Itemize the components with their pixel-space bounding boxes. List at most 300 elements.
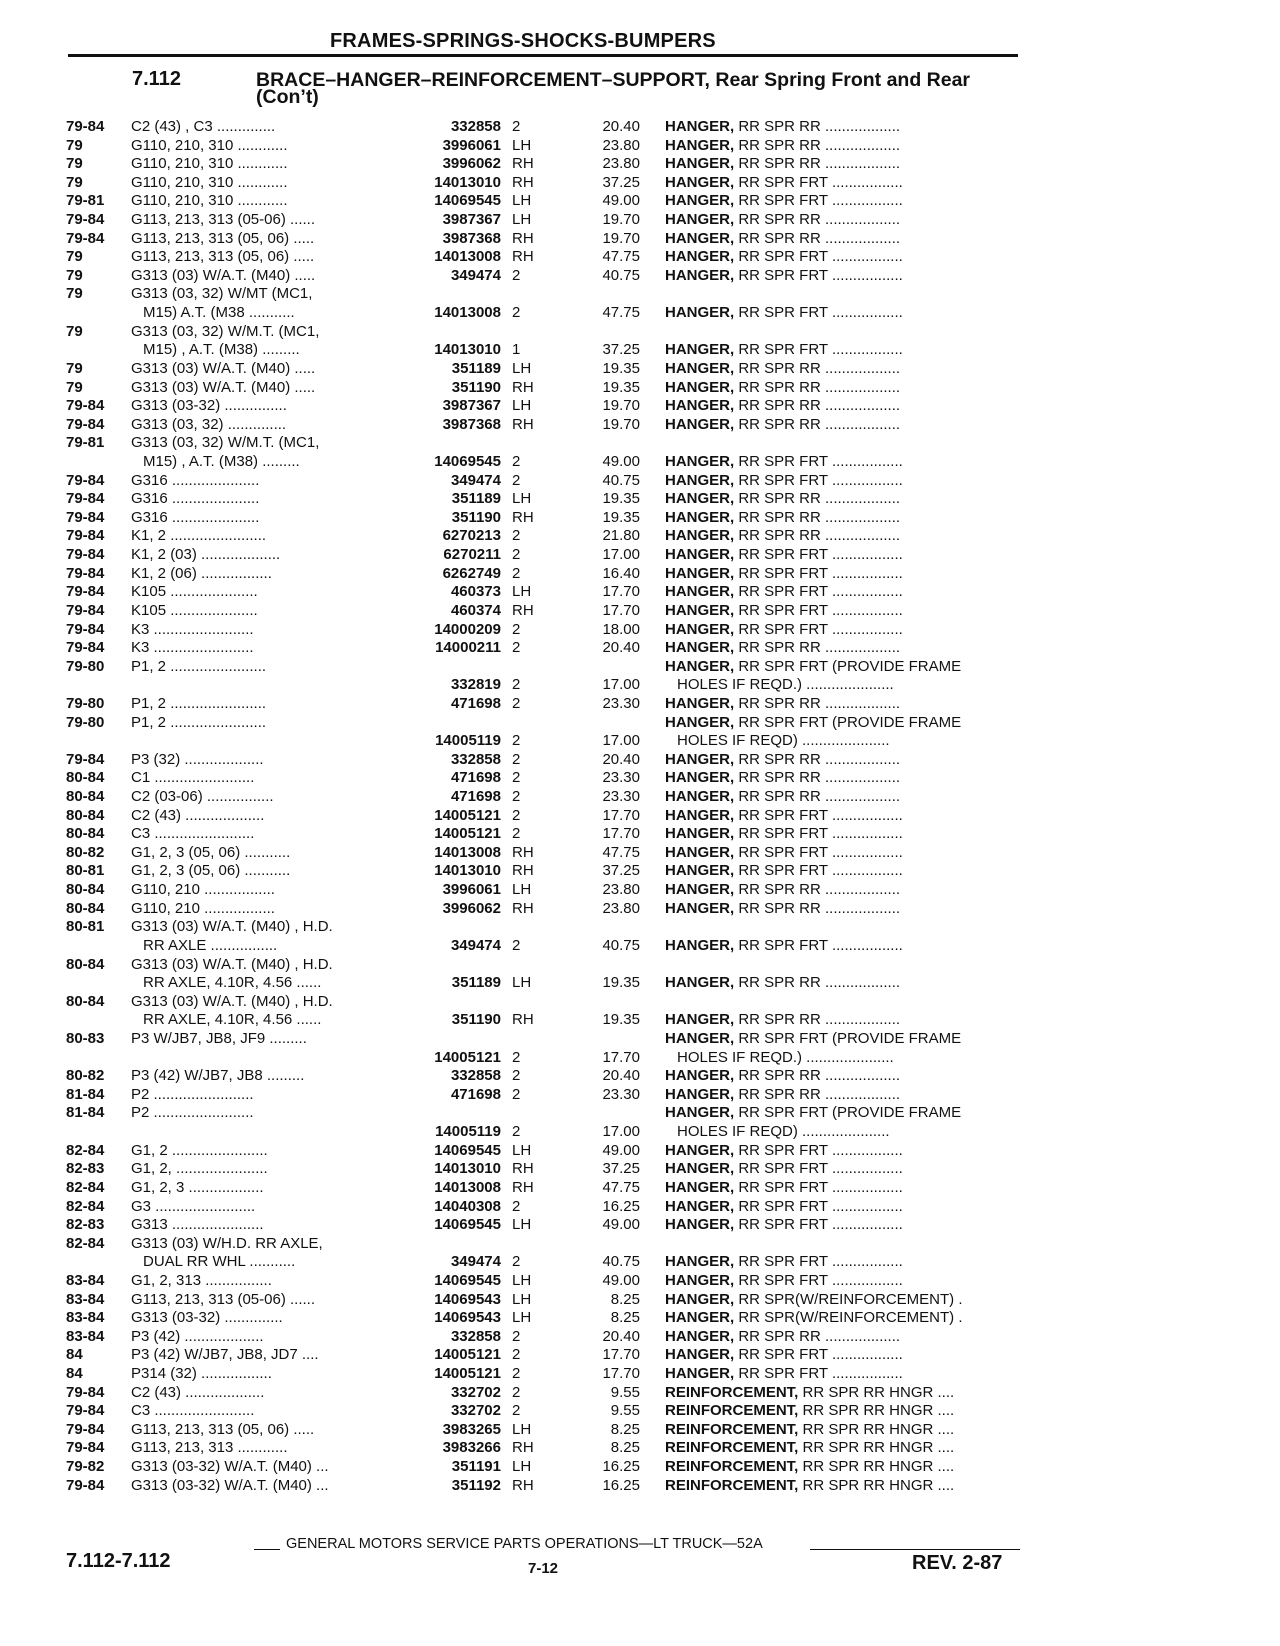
table-row	[0, 397, 1280, 416]
application-line-1: G313 (03, 32) ..............	[131, 415, 287, 433]
quantity: 2	[512, 1365, 521, 1382]
price: 8.25	[610, 1309, 640, 1327]
description	[665, 360, 1025, 379]
application	[131, 1402, 399, 1421]
price: 16.25	[602, 1197, 640, 1215]
quantity: 2	[512, 1402, 521, 1420]
description	[665, 658, 1025, 695]
description-keyword: HANGER,	[665, 1178, 735, 1196]
part-number: 3996061	[442, 136, 501, 154]
part-number: 14069543	[434, 1309, 501, 1327]
price: 9.55	[610, 1383, 640, 1401]
price: 23.30	[602, 1085, 640, 1103]
model-years: 80-84	[66, 788, 105, 806]
page-header-title: FRAMES-SPRINGS-SHOCKS-BUMPERS	[330, 30, 716, 52]
model-years: 83-84	[66, 1290, 105, 1308]
price: 19.35	[602, 490, 640, 508]
quantity: RH	[512, 173, 534, 191]
part-number: 14013008	[434, 1178, 501, 1196]
description	[665, 621, 1025, 640]
price: 19.35	[602, 359, 640, 377]
description	[665, 788, 1025, 807]
description-keyword: HANGER,	[665, 397, 735, 415]
application-line-1: P3 (42) W/JB7, JB8 .........	[131, 1067, 305, 1085]
application	[131, 695, 399, 714]
description-text: RR SPR RR HNGR ....	[798, 1458, 955, 1476]
table-row	[0, 527, 1280, 546]
application-line-1: G313 (03) W/A.T. (M40) , H.D.	[131, 992, 333, 1010]
price: 19.35	[602, 974, 640, 992]
part-number: 3987367	[442, 211, 501, 229]
description	[665, 1402, 1025, 1421]
application	[131, 155, 399, 174]
description	[665, 1179, 1025, 1198]
part-number: 471698	[450, 1085, 501, 1103]
price: 17.00	[602, 732, 640, 750]
part-number: 6262749	[442, 564, 501, 582]
price: 19.70	[602, 415, 640, 433]
quantity: 2	[512, 546, 521, 564]
application	[131, 472, 399, 491]
application-line-1: G110, 210, 310 ............	[131, 173, 288, 191]
application	[131, 1272, 399, 1291]
part-number: 14013008	[434, 248, 501, 266]
application	[131, 658, 399, 677]
quantity: LH	[512, 490, 532, 508]
description-text: RR SPR RR ..................	[734, 769, 901, 787]
description	[665, 1309, 1025, 1328]
quantity: 2	[512, 1067, 521, 1085]
model-years: 79-84	[66, 527, 105, 545]
description	[665, 1272, 1025, 1291]
application-line-1: P1, 2 .......................	[131, 657, 267, 675]
description-line-2: HOLES IF REQD) .....................	[677, 732, 890, 750]
model-years: 80-81	[66, 862, 105, 880]
quantity: LH	[512, 1141, 532, 1159]
application-line-1: C3 ........................	[131, 1402, 255, 1420]
application	[131, 1198, 399, 1217]
model-years: 79	[66, 285, 83, 303]
description-keyword: HANGER,	[665, 1253, 735, 1271]
application-line-1: G113, 213, 313 ............	[131, 1439, 288, 1457]
application-line-1: C1 ........................	[131, 769, 255, 787]
table-row	[0, 1439, 1280, 1458]
table-row	[0, 621, 1280, 640]
quantity: LH	[512, 1216, 532, 1234]
model-years: 79-84	[66, 620, 105, 638]
part-number: 6270211	[443, 546, 501, 564]
model-years: 79-84	[66, 229, 105, 247]
description-text: RR SPR FRT .................	[734, 1253, 903, 1271]
price: 21.80	[602, 527, 640, 545]
application	[131, 1086, 399, 1105]
description	[665, 881, 1025, 900]
application-line-1: G313 (03) W/H.D. RR AXLE,	[131, 1234, 323, 1252]
table-row	[0, 658, 1280, 695]
model-years: 83-84	[66, 1271, 105, 1289]
section-number: 7.112	[132, 68, 181, 90]
price: 49.00	[602, 1216, 640, 1234]
model-years: 79	[66, 155, 83, 173]
description	[665, 1067, 1025, 1086]
quantity: RH	[512, 248, 534, 266]
quantity: LH	[512, 1420, 532, 1438]
description	[665, 844, 1025, 863]
price: 23.30	[602, 788, 640, 806]
description-keyword: HANGER,	[665, 490, 735, 508]
part-number: 14013010	[434, 1160, 501, 1178]
application	[131, 285, 399, 322]
description-keyword: HANGER,	[665, 229, 735, 247]
application-line-1: K105 .....................	[131, 601, 258, 619]
description-keyword: HANGER,	[665, 1365, 735, 1382]
price: 17.70	[602, 1365, 640, 1382]
model-years: 80-84	[66, 992, 105, 1010]
table-row	[0, 155, 1280, 174]
part-number: 14069543	[434, 1290, 501, 1308]
price: 47.75	[602, 248, 640, 266]
description-text: RR SPR(W/REINFORCEMENT) .	[734, 1309, 963, 1327]
table-row	[0, 1179, 1280, 1198]
quantity: RH	[512, 862, 534, 880]
application	[131, 639, 399, 658]
application-line-1: G313 (03-32) W/A.T. (M40) ...	[131, 1476, 329, 1494]
price: 49.00	[602, 453, 640, 470]
table-row	[0, 472, 1280, 491]
quantity: 2	[512, 1048, 521, 1066]
description-text: RR SPR FRT .................	[734, 936, 903, 954]
part-number: 3983265	[442, 1420, 501, 1438]
quantity: RH	[512, 1011, 534, 1029]
part-number: 14000209	[434, 620, 501, 638]
table-row	[0, 490, 1280, 509]
quantity: 2	[512, 304, 521, 322]
quantity: 2	[512, 453, 521, 470]
part-number: 351190	[451, 378, 501, 396]
description	[665, 1216, 1025, 1235]
description-text: RR SPR RR ..................	[734, 229, 901, 247]
part-number: 14013008	[434, 304, 501, 322]
model-years: 82-84	[66, 1141, 105, 1159]
application-line-1: G1, 2 .......................	[131, 1141, 268, 1159]
description-text: RR SPR RR ..................	[734, 750, 901, 768]
description-text: RR SPR RR ..................	[734, 974, 901, 992]
description-keyword: HANGER,	[665, 1141, 735, 1159]
part-number: 14013010	[434, 862, 501, 880]
description	[665, 1421, 1025, 1440]
description	[665, 1365, 1025, 1384]
table-row	[0, 695, 1280, 714]
application-line-2: RR AXLE, 4.10R, 4.56 ......	[143, 1011, 322, 1029]
price: 20.40	[602, 1327, 640, 1345]
application	[131, 509, 399, 528]
footer-page-number: 7-12	[528, 1560, 559, 1577]
price: 20.40	[602, 750, 640, 768]
application	[131, 1291, 399, 1310]
quantity: LH	[512, 1458, 532, 1476]
price: 40.75	[602, 266, 640, 284]
model-years: 82-83	[66, 1160, 105, 1178]
description-keyword: HANGER,	[665, 527, 735, 545]
application-line-1: G113, 213, 313 (05-06) ......	[131, 211, 315, 229]
price: 40.75	[602, 471, 640, 489]
model-years: 80-84	[66, 769, 105, 787]
model-years: 79-84	[66, 415, 105, 433]
application-line-1: G313 (03, 32) W/MT (MC1,	[131, 285, 313, 303]
description-keyword: HANGER,	[665, 359, 735, 377]
part-number: 14005119	[435, 732, 501, 750]
description-text: RR SPR RR ..................	[734, 155, 901, 173]
table-row	[0, 1421, 1280, 1440]
description	[665, 472, 1025, 491]
description-keyword: HANGER,	[665, 936, 735, 954]
model-years: 79-81	[66, 434, 105, 452]
model-years: 84	[66, 1346, 83, 1364]
application-line-1: K1, 2 (06) .................	[131, 564, 272, 582]
description-text: RR SPR RR HNGR ....	[798, 1476, 955, 1494]
model-years: 79-84	[66, 1383, 105, 1401]
table-row	[0, 1402, 1280, 1421]
application	[131, 174, 399, 193]
quantity: 2	[512, 750, 521, 768]
part-number: 14069545	[434, 192, 501, 210]
model-years: 82-84	[66, 1234, 105, 1252]
application	[131, 546, 399, 565]
description-text: RR SPR FRT .................	[734, 192, 903, 210]
application	[131, 137, 399, 156]
price: 47.75	[602, 1178, 640, 1196]
description-keyword: HANGER,	[665, 118, 735, 135]
application-line-1: G316 .....................	[131, 490, 260, 508]
part-number: 14005121	[434, 806, 501, 824]
description-keyword: HANGER,	[665, 1290, 735, 1308]
quantity: 2	[512, 1253, 521, 1271]
application-line-2: RR AXLE ................	[143, 936, 278, 954]
quantity: LH	[512, 136, 532, 154]
description	[665, 490, 1025, 509]
quantity: RH	[512, 1160, 534, 1178]
description-text: RR SPR FRT .................	[734, 341, 903, 359]
part-number: 332858	[450, 1327, 501, 1345]
application	[131, 211, 399, 230]
description-text: RR SPR RR HNGR ....	[798, 1383, 955, 1401]
quantity: LH	[512, 1290, 532, 1308]
description-keyword: HANGER,	[665, 769, 735, 787]
application-line-2: DUAL RR WHL ...........	[143, 1253, 296, 1271]
application	[131, 1346, 399, 1365]
application-line-1: G113, 213, 313 (05, 06) .....	[131, 1420, 315, 1438]
model-years: 79-84	[66, 1439, 105, 1457]
price: 23.80	[602, 881, 640, 899]
description-keyword: HANGER,	[665, 211, 735, 229]
description	[665, 1160, 1025, 1179]
part-number: 14005121	[434, 1365, 501, 1382]
part-number: 351192	[451, 1476, 501, 1494]
application	[131, 527, 399, 546]
description-text: RR SPR RR ..................	[734, 881, 901, 899]
model-years: 79-81	[66, 192, 105, 210]
model-years: 82-83	[66, 1216, 105, 1234]
price: 17.00	[602, 546, 640, 564]
quantity: 1	[512, 341, 521, 359]
part-number: 349474	[450, 471, 501, 489]
table-row	[0, 1030, 1280, 1067]
description	[665, 397, 1025, 416]
price: 40.75	[602, 1253, 640, 1271]
model-years: 79	[66, 322, 83, 340]
footer-divider-left	[254, 1549, 280, 1550]
description	[665, 304, 1025, 323]
description-text: RR SPR RR ..................	[734, 527, 901, 545]
quantity: 2	[512, 676, 521, 694]
price: 17.70	[602, 1346, 640, 1364]
table-row	[0, 1309, 1280, 1328]
application-line-1: G313 (03-32) ..............	[131, 1309, 283, 1327]
description	[665, 546, 1025, 565]
description-text: RR SPR FRT .................	[734, 173, 903, 191]
description-keyword: HANGER,	[665, 806, 735, 824]
application-line-1: P3 (42) ...................	[131, 1327, 264, 1345]
quantity: LH	[512, 1271, 532, 1289]
description-keyword: HANGER,	[665, 1067, 735, 1085]
price: 17.00	[602, 1123, 640, 1141]
description-text: RR SPR FRT .................	[734, 304, 903, 322]
table-row	[0, 1346, 1280, 1365]
application	[131, 379, 399, 398]
application	[131, 1477, 399, 1496]
price: 23.30	[602, 769, 640, 787]
quantity: 2	[512, 694, 521, 712]
description-keyword: HANGER,	[665, 862, 735, 880]
description	[665, 416, 1025, 435]
model-years: 79-84	[66, 583, 105, 601]
part-number: 3983266	[442, 1439, 501, 1457]
application	[131, 956, 399, 993]
application-line-1: G113, 213, 313 (05, 06) .....	[131, 248, 315, 266]
part-number: 14013010	[434, 341, 501, 359]
price: 17.70	[602, 601, 640, 619]
quantity: 2	[512, 1346, 521, 1364]
table-row	[0, 583, 1280, 602]
application-line-1: G313 (03) W/A.T. (M40) , H.D.	[131, 955, 333, 973]
description	[665, 1142, 1025, 1161]
description-text: RR SPR FRT (PROVIDE FRAME	[734, 1029, 962, 1047]
application-line-1: G313 (03-32) W/A.T. (M40) ...	[131, 1458, 329, 1476]
description-text: RR SPR RR ..................	[734, 1085, 901, 1103]
footer-publisher: GENERAL MOTORS SERVICE PARTS OPERATIONS—LT TRUCK—52A	[286, 1536, 763, 1552]
quantity: 2	[512, 769, 521, 787]
part-number: 14005121	[434, 825, 501, 843]
model-years: 79-84	[66, 490, 105, 508]
application	[131, 788, 399, 807]
model-years: 82-84	[66, 1178, 105, 1196]
application-line-2: M15) A.T. (M38 ...........	[143, 304, 295, 322]
application-line-1: G1, 2, 3 (05, 06) ...........	[131, 862, 291, 880]
table-row	[0, 956, 1280, 993]
application	[131, 1309, 399, 1328]
model-years: 80-84	[66, 825, 105, 843]
application-line-1: C3 ........................	[131, 825, 255, 843]
application-line-1: G313 (03) W/A.T. (M40) .....	[131, 359, 316, 377]
description-text: RR SPR FRT .................	[734, 583, 903, 601]
application	[131, 397, 399, 416]
description-text: RR SPR RR ..................	[734, 397, 901, 415]
part-number: 349474	[450, 266, 501, 284]
part-number: 14069545	[434, 1271, 501, 1289]
description	[665, 695, 1025, 714]
application-line-1: K1, 2 (03) ...................	[131, 546, 281, 564]
price: 19.35	[602, 378, 640, 396]
description	[665, 230, 1025, 249]
model-years: 79	[66, 266, 83, 284]
application-line-1: C2 (43) ...................	[131, 1383, 265, 1401]
application-line-1: G313 (03) W/A.T. (M40) .....	[131, 266, 316, 284]
application-line-1: G110, 210, 310 ............	[131, 155, 288, 173]
table-row	[0, 1235, 1280, 1272]
model-years: 80-81	[66, 918, 105, 936]
application-line-1: G316 .....................	[131, 508, 260, 526]
model-years: 80-84	[66, 955, 105, 973]
price: 37.25	[602, 341, 640, 359]
quantity: RH	[512, 601, 534, 619]
quantity: 2	[512, 1383, 521, 1401]
price: 49.00	[602, 192, 640, 210]
footer-section-range: 7.112-7.112	[66, 1550, 171, 1572]
table-row	[0, 1160, 1280, 1179]
quantity: 2	[512, 732, 521, 750]
description-text: RR SPR FRT .................	[734, 1216, 903, 1234]
quantity: 2	[512, 1197, 521, 1215]
table-row	[0, 1104, 1280, 1141]
price: 19.35	[602, 1011, 640, 1029]
description-keyword: HANGER,	[665, 974, 735, 992]
quantity: 2	[512, 936, 521, 954]
model-years: 81-84	[66, 1085, 105, 1103]
application	[131, 118, 399, 137]
description	[665, 118, 1025, 137]
model-years: 80-84	[66, 806, 105, 824]
model-years: 79-84	[66, 1402, 105, 1420]
model-years: 79-84	[66, 639, 105, 657]
description-keyword: HANGER,	[665, 601, 735, 619]
application	[131, 1384, 399, 1403]
quantity: 2	[512, 266, 521, 284]
part-number: 349474	[450, 1253, 501, 1271]
description-keyword: HANGER,	[665, 508, 735, 526]
description-text: RR SPR RR HNGR ....	[798, 1420, 955, 1438]
price: 19.35	[602, 508, 640, 526]
table-row	[0, 1142, 1280, 1161]
model-years: 79-80	[66, 694, 105, 712]
description-keyword: HANGER,	[665, 1327, 735, 1345]
model-years: 79	[66, 359, 83, 377]
application-line-1: G110, 210, 310 ............	[131, 192, 288, 210]
description-text: RR SPR FRT .................	[734, 1178, 903, 1196]
quantity: RH	[512, 378, 534, 396]
application	[131, 1104, 399, 1123]
description	[665, 639, 1025, 658]
part-number: 14013008	[434, 843, 501, 861]
model-years: 79-84	[66, 564, 105, 582]
description	[665, 974, 1025, 993]
quantity: RH	[512, 155, 534, 173]
application	[131, 1328, 399, 1347]
description-text: RR SPR RR ..................	[734, 1011, 901, 1029]
description	[665, 1030, 1025, 1067]
application	[131, 714, 399, 733]
application	[131, 1067, 399, 1086]
description-keyword: HANGER,	[665, 843, 735, 861]
